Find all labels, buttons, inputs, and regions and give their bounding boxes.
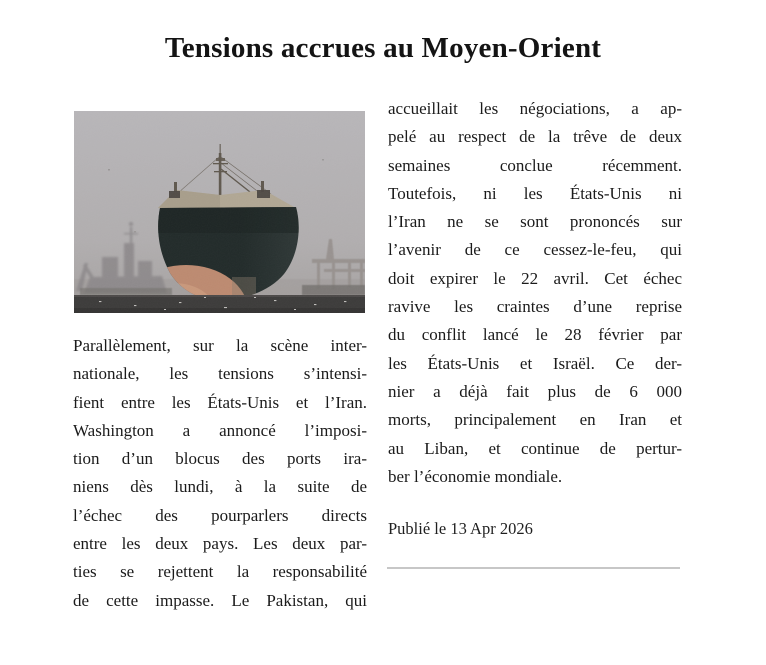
text-line: Toutefois, ni les États-Unis ni (388, 183, 682, 203)
article-column-left (73, 332, 367, 615)
text-line: l’avenir de ce cessez-le-feu, qui (388, 240, 682, 260)
section-divider (387, 567, 680, 569)
text-line: tion d’un blocus des ports ira- (73, 449, 367, 469)
text-line: morts, principalement en Iran et (388, 410, 682, 430)
text-line: l’échec des pourparlers directs (73, 505, 367, 525)
text-line: de cette impasse. Le Pakistan, qui (73, 590, 367, 610)
tanker-photo-illustration (74, 111, 365, 313)
text-line: Washington a annoncé l’imposi- (73, 420, 367, 440)
text-line: l’Iran ne se sont prononcés sur (388, 212, 682, 232)
text-line: Parallèlement, sur la scène inter- (73, 336, 367, 355)
published-date: Publié le 13 Apr 2026 (388, 519, 533, 538)
text-line: entre les deux pays. Les deux par- (73, 534, 367, 554)
text-line: pelé au respect de la trêve de deux (388, 127, 682, 147)
article-image[interactable] (74, 111, 365, 313)
text-line: ravive les craintes d’une reprise (388, 297, 682, 317)
text-line: nationale, les tensions s’intensi- (73, 364, 367, 384)
text-line: doit expirer le 22 avril. Cet échec (388, 268, 682, 288)
text-line: semaines conclue récemment. (388, 155, 682, 175)
text-line: accueillait les négociations, a ap- (388, 99, 682, 118)
text-line: les États-Unis et Israël. Ce der- (388, 353, 682, 373)
text-line: ber l’économie mondiale. (388, 466, 563, 486)
text-line: niens dès lundi, à la suite de (73, 477, 367, 497)
text-line: du conflit lancé le 28 février par (388, 325, 682, 345)
text-line: au Liban, et continue de pertur- (388, 438, 682, 458)
article-column-right (388, 95, 682, 491)
text-line: ties se rejettent la responsabilité (73, 562, 367, 582)
text-line: nier a déjà fait plus de 6 000 (388, 381, 682, 401)
text-line: fient entre les États-Unis et l’Iran. (73, 392, 367, 412)
film-grain-overlay (74, 111, 365, 313)
page-title: Tensions accrues au Moyen-Orient (164, 32, 602, 64)
